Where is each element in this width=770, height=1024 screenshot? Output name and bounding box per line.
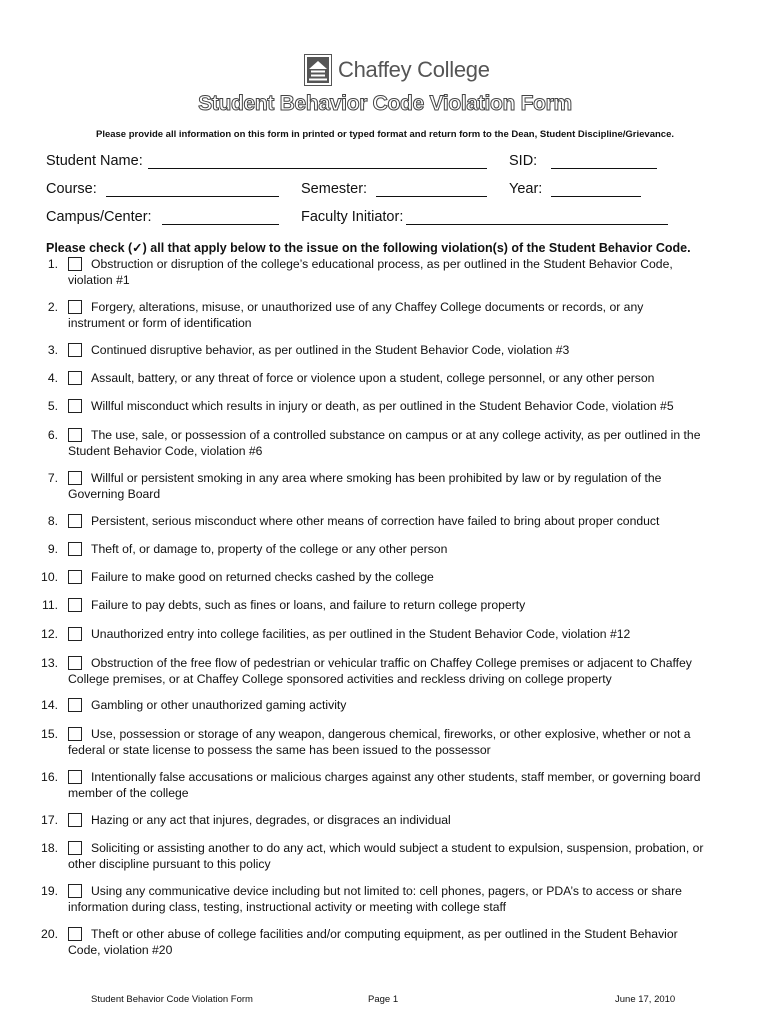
violation-number: 5.: [47, 399, 58, 413]
violation-text-continued: violation #1: [68, 272, 130, 287]
violation-text-continued: other discipline pursuant to this policy: [68, 856, 271, 871]
violation-checkbox[interactable]: [68, 727, 82, 741]
violation-number: 2.: [47, 300, 58, 314]
semester-label: Semester:: [301, 181, 368, 197]
violation-text: Willful or persistent smoking in any area where smoking has been prohibited by law or by regulation of the: [91, 471, 662, 485]
violation-text: Continued disruptive behavior, as per outlined in the Student Behavior Code, violation #3: [91, 343, 570, 357]
violation-text: The use, sale, or possession of a controlled substance on campus or at any college activity, as per outlined in the: [91, 428, 701, 442]
violation-checkbox[interactable]: [68, 698, 82, 712]
violation-number: 17.: [41, 813, 58, 827]
sid-field[interactable]: [551, 168, 657, 169]
violation-checkbox[interactable]: [68, 570, 82, 584]
campus-label: Campus/Center:: [46, 209, 152, 225]
violation-checkbox[interactable]: [68, 841, 82, 855]
violation-checkbox[interactable]: [68, 343, 82, 357]
violation-checkbox[interactable]: [68, 656, 82, 670]
violation-checkbox[interactable]: [68, 428, 82, 442]
course-field[interactable]: [106, 196, 279, 197]
violation-text: Failure to make good on returned checks cashed by the college: [91, 570, 434, 584]
violation-number: 1.: [47, 257, 58, 271]
violation-text-continued: College premises, or at Chaffey College sponsored activities and reckless driving on college property: [68, 671, 612, 686]
violation-checkbox[interactable]: [68, 927, 82, 941]
violation-text-continued: Governing Board: [68, 486, 161, 501]
check-heading: Please check (✓) all that apply below to the issue on the following violation(s) of the Student Behavior Code.: [46, 241, 691, 255]
violation-text: Theft or other abuse of college facilities and/or computing equipment, as per outlined in the Student Behavior: [91, 927, 678, 941]
violation-number: 14.: [41, 698, 58, 712]
sid-label: SID:: [509, 153, 538, 169]
violation-number: 13.: [41, 656, 58, 670]
violation-text: Willful misconduct which results in injury or death, as per outlined in the Student Behavior Code, violation #5: [91, 399, 674, 413]
logo-text: Chaffey College: [338, 57, 490, 82]
violation-text: Unauthorized entry into college facilities, as per outlined in the Student Behavior Code, violation #12: [91, 627, 631, 641]
violation-text: Forgery, alterations, misuse, or unauthorized use of any Chaffey College documents or records, or any: [91, 300, 644, 314]
college-logo: [304, 54, 490, 86]
violation-text: Hazing or any act that injures, degrades, or disgraces an individual: [91, 813, 451, 827]
violation-checkbox[interactable]: [68, 598, 82, 612]
student-name-label: Student Name:: [46, 153, 143, 169]
violation-checkbox[interactable]: [68, 471, 82, 485]
violation-text: Assault, battery, or any threat of force or violence upon a student, college personnel, or any other person: [91, 371, 655, 385]
footer-form-name: Student Behavior Code Violation Form: [91, 994, 253, 1005]
violation-text: Theft of, or damage to, property of the college or any other person: [91, 542, 448, 556]
form-title: Student Behavior Code Violation Form: [198, 92, 572, 115]
violation-checkbox[interactable]: [68, 300, 82, 314]
violation-checkbox[interactable]: [68, 627, 82, 641]
violation-text: Gambling or other unauthorized gaming activity: [91, 698, 347, 712]
violation-number: 16.: [41, 770, 58, 784]
student-name-field[interactable]: [148, 168, 487, 169]
violation-number: 3.: [47, 343, 58, 357]
violation-number: 11.: [41, 598, 58, 612]
violation-number: 9.: [47, 542, 58, 556]
violation-text: Persistent, serious misconduct where other means of correction have failed to bring about proper conduct: [91, 514, 660, 528]
violation-checkbox[interactable]: [68, 399, 82, 413]
course-label: Course:: [46, 181, 97, 197]
violation-text: Obstruction or disruption of the college’s educational process, as per outlined in the Student Behavior Code,: [91, 257, 673, 271]
instructions: Please provide all information on this form in printed or typed format and return form to the Dean, Student Discipline/Grievance.: [95, 129, 674, 140]
violation-text: Intentionally false accusations or malicious charges against any other students, staff member, or governing board: [91, 770, 701, 784]
violation-number: 15.: [41, 727, 58, 741]
violation-text-continued: Student Behavior Code, violation #6: [68, 443, 263, 458]
year-label: Year:: [509, 181, 543, 197]
violation-number: 6.: [47, 428, 58, 442]
year-field[interactable]: [551, 196, 641, 197]
violation-text: Soliciting or assisting another to do any act, which would subject a student to expulsion, suspension, probation, or: [91, 841, 704, 855]
violation-text: Obstruction of the free flow of pedestrian or vehicular traffic on Chaffey College premises or adjacent to Chaffey: [91, 656, 692, 670]
violation-text-continued: Code, violation #20: [68, 942, 173, 957]
violation-checkbox[interactable]: [68, 542, 82, 556]
footer-date: June 17, 2010: [615, 994, 676, 1005]
house-logo-icon: [304, 54, 332, 86]
violation-text: Use, possession or storage of any weapon, dangerous chemical, fireworks, or other explosive, whether or not a: [91, 727, 691, 741]
faculty-initiator-label: Faculty Initiator:: [301, 209, 404, 225]
violation-checkbox[interactable]: [68, 813, 82, 827]
violation-checkbox[interactable]: [68, 371, 82, 385]
violation-number: 19.: [41, 884, 58, 898]
violation-text-continued: member of the college: [68, 785, 189, 800]
violation-number: 12.: [41, 627, 58, 641]
violation-text-continued: instrument or form of identification: [68, 315, 252, 330]
campus-field[interactable]: [162, 224, 279, 225]
violation-text-continued: federal or state license to possess the same has been issued to the possessor: [68, 742, 491, 757]
violation-text-continued: information during class, testing, instructional activity or meeting with college staff: [68, 899, 507, 914]
violation-number: 18.: [41, 841, 58, 855]
violation-number: 20.: [41, 927, 58, 941]
violation-number: 10.: [41, 570, 58, 584]
violation-number: 4.: [47, 371, 58, 385]
violation-text: Failure to pay debts, such as fines or loans, and failure to return college property: [91, 598, 526, 612]
violation-number: 8.: [47, 514, 58, 528]
violation-text: Using any communicative device including but not limited to: cell phones, pagers, or PDA’s to access or share: [91, 884, 682, 898]
violation-checkbox[interactable]: [68, 884, 82, 898]
violation-checkbox[interactable]: [68, 770, 82, 784]
footer-page-number: Page 1: [368, 994, 399, 1005]
violation-number: 7.: [47, 471, 58, 485]
violation-checkbox[interactable]: [68, 514, 82, 528]
faculty-initiator-field[interactable]: [406, 224, 668, 225]
violation-checkbox[interactable]: [68, 257, 82, 271]
semester-field[interactable]: [376, 196, 487, 197]
